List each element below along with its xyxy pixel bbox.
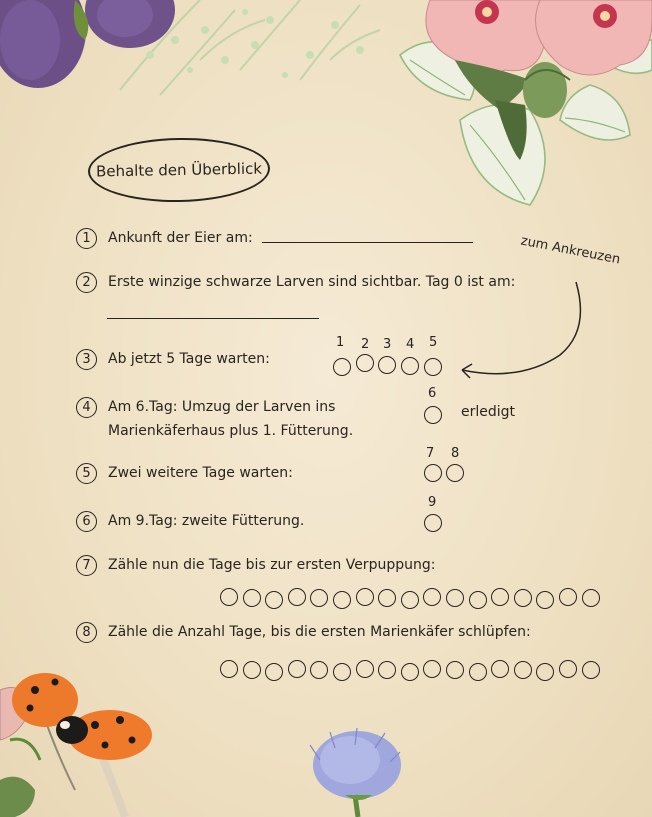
checkbox-circle[interactable] [220, 660, 238, 678]
checkbox-circle[interactable] [265, 591, 283, 609]
step-text: Zähle nun die Tage bis zur ersten Verpuppung: [108, 557, 436, 573]
checkbox-circle[interactable] [446, 464, 464, 482]
day-label: 6 [428, 386, 437, 401]
day-label: 9 [428, 495, 437, 510]
step-text: Ab jetzt 5 Tage warten: [108, 351, 270, 367]
checkbox-circle[interactable] [265, 663, 283, 681]
day-label: 2 [361, 337, 370, 352]
checkbox-circle[interactable] [514, 661, 532, 679]
step-number: 1 [76, 228, 97, 249]
step-number: 7 [76, 555, 97, 576]
checkbox-circle[interactable] [288, 588, 306, 606]
step-number: 2 [76, 272, 97, 293]
page-title: Behalte den Überblick [95, 159, 263, 181]
checkbox-circle[interactable] [401, 663, 419, 681]
step-text: Am 9.Tag: zweite Fütterung. [108, 513, 305, 529]
checkbox-circle[interactable] [356, 354, 374, 372]
checkbox-circle[interactable] [220, 588, 238, 606]
day-label: 4 [406, 337, 415, 352]
checkbox-circle[interactable] [288, 660, 306, 678]
checkbox-circle[interactable] [469, 663, 487, 681]
checkbox-circle[interactable] [423, 588, 441, 606]
date-input-line[interactable] [107, 302, 319, 319]
checkbox-circle[interactable] [514, 589, 532, 607]
day-label: 3 [383, 337, 392, 352]
checkbox-circle[interactable] [356, 588, 374, 606]
checkbox-circle[interactable] [536, 663, 554, 681]
checkbox-circle[interactable] [243, 589, 261, 607]
checkbox-circle[interactable] [423, 660, 441, 678]
checkbox-circle[interactable] [424, 358, 442, 376]
day-label: 7 [426, 446, 435, 461]
checkbox-circle[interactable] [559, 588, 577, 606]
step-number: 4 [76, 397, 97, 418]
day-label: 5 [429, 335, 438, 350]
checkbox-circle[interactable] [559, 660, 577, 678]
day-label: 1 [336, 335, 345, 350]
checkbox-circle[interactable] [243, 661, 261, 679]
day-label: 8 [451, 446, 460, 461]
step-text: Ankunft der Eier am: [108, 230, 253, 246]
checkbox-circle[interactable] [424, 514, 442, 532]
step-text-line2: Marienkäferhaus plus 1. Fütterung. [108, 423, 354, 439]
date-input-line[interactable] [262, 226, 473, 243]
checkbox-circle[interactable] [333, 591, 351, 609]
checkbox-circle[interactable] [536, 591, 554, 609]
checkbox-circle[interactable] [401, 357, 419, 375]
checkbox-circle[interactable] [582, 661, 600, 679]
step-text: Zwei weitere Tage warten: [108, 465, 293, 481]
step-text-line1: Am 6.Tag: Umzug der Larven ins [108, 399, 336, 415]
checkbox-circle[interactable] [469, 591, 487, 609]
step-number: 6 [76, 511, 97, 532]
step-text: Zähle die Anzahl Tage, bis die ersten Marienkäfer schlüpfen: [108, 624, 531, 640]
checkbox-circle[interactable] [401, 591, 419, 609]
checkbox-circle[interactable] [424, 464, 442, 482]
checkbox-circle[interactable] [491, 660, 509, 678]
step-number: 8 [76, 622, 97, 643]
checkbox-circle[interactable] [582, 589, 600, 607]
done-label: erledigt [461, 404, 516, 420]
side-note: zum Ankreuzen [519, 233, 622, 268]
checkbox-circle[interactable] [424, 406, 442, 424]
step-text: Erste winzige schwarze Larven sind sichtbar. Tag 0 ist am: [108, 274, 516, 290]
checkbox-circle[interactable] [446, 661, 464, 679]
checkbox-circle[interactable] [333, 663, 351, 681]
step-number: 3 [76, 349, 97, 370]
checkbox-circle[interactable] [356, 660, 374, 678]
checkbox-circle[interactable] [333, 358, 351, 376]
checkbox-circle[interactable] [446, 589, 464, 607]
checkbox-circle[interactable] [378, 356, 396, 374]
step-number: 5 [76, 463, 97, 484]
checkbox-circle[interactable] [491, 588, 509, 606]
